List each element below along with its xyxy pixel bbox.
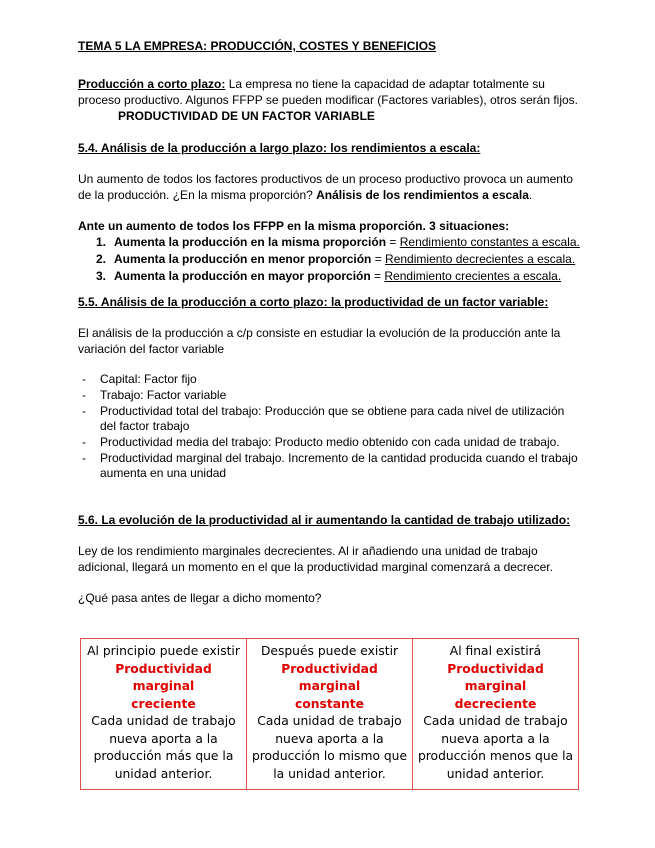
cell-highlight-type: decreciente xyxy=(454,696,537,711)
cell-body: producción más que la xyxy=(93,749,234,763)
cell-body: unidad anterior. xyxy=(446,766,545,781)
para-2-text: de la producción. ¿En la misma proporción? xyxy=(78,188,317,202)
cell-body: producción menos que la xyxy=(417,749,574,763)
section-5-6-heading: 5.6. La evolución de la productividad al ir aumentando la cantidad de trabajo utilizado: xyxy=(78,513,571,527)
cell-body: Cada unidad de trabajo xyxy=(257,714,402,728)
cell-body: Cada unidad de trabajo xyxy=(423,714,568,728)
cell-body: nueva aporta a la xyxy=(275,731,384,746)
cell-lead: Al principio puede existir xyxy=(87,644,240,658)
cell-highlight: Productividad marginal xyxy=(115,661,212,693)
cell-highlight-type: constante xyxy=(295,696,364,711)
situations-list xyxy=(78,234,580,285)
section-5-6-para-1: Ley de los rendimiento marginales decrecientes. Al ir añadiendo una unidad de trabajo xyxy=(78,544,538,558)
situation-bold: Aumenta la producción en la misma proporción xyxy=(114,235,387,249)
list-item: - Productividad total del trabajo: Producción que se obtiene para cada nivel de utilización del factor trabajo xyxy=(78,404,578,434)
situations-heading: Ante un aumento de todos los FFPP en la misma proporción. 3 situaciones: xyxy=(78,219,510,233)
cell-lead: Después puede existir xyxy=(260,644,399,658)
situation-result: Rendimiento crecientes a escala. xyxy=(384,269,562,283)
cell-body: la unidad anterior. xyxy=(273,766,386,781)
table-row xyxy=(81,639,579,790)
section-5-4-para-1: Un aumento de todos los factores productivos de un proceso productivo provoca un aumento xyxy=(78,172,573,186)
table-cell xyxy=(413,639,579,790)
list-item: - Productividad marginal del trabajo. Incremento de la cantidad producida cuando el trabajo aumenta en una unidad xyxy=(78,451,578,481)
section-5-4-heading: 5.4. Análisis de la producción a largo plazo: los rendimientos a escala: xyxy=(78,141,481,155)
para-2-bold: Análisis de los rendimientos a escala xyxy=(316,188,529,202)
cell-body: nueva aporta a la xyxy=(441,731,550,746)
cell-body: unidad anterior. xyxy=(114,766,213,781)
factor-list xyxy=(78,372,578,482)
list-item: - Trabajo: Factor variable xyxy=(78,388,578,403)
cell-body: nueva aporta a la xyxy=(109,731,218,746)
table-cell xyxy=(81,639,247,790)
page-title: TEMA 5 LA EMPRESA: PRODUCCIÓN, COSTES Y BENEFICIOS xyxy=(78,39,437,53)
section-5-5-heading: 5.5. Análisis de la producción a corto plazo: la productividad de un factor variable: xyxy=(78,295,549,309)
productivity-table xyxy=(80,638,579,790)
situation-item xyxy=(96,268,580,285)
para-2-end: . xyxy=(528,188,533,202)
table-cell xyxy=(247,639,413,790)
situation-result: Rendimiento decrecientes a escala. xyxy=(385,252,576,266)
intro-line-1 xyxy=(78,76,578,92)
situation-bold: Aumenta la producción en mayor proporción xyxy=(114,269,371,283)
situation-eq: = xyxy=(370,269,385,283)
list-item: - Capital: Factor fijo xyxy=(78,372,578,387)
intro-label: Producción a corto plazo: xyxy=(78,77,226,91)
cell-highlight: Productividad marginal xyxy=(447,661,544,693)
situation-item xyxy=(96,234,580,251)
section-5-5-para-2: variación del factor variable xyxy=(78,342,225,356)
situation-result: Rendimiento constantes a escala. xyxy=(399,235,580,249)
situation-number: 2. xyxy=(96,252,107,266)
intro-line-2: proceso productivo. Algunos FFPP se pueden modificar (Factores variables), otros serán fijos. xyxy=(78,93,579,107)
section-5-6-question: ¿Qué pasa antes de llegar a dicho momento? xyxy=(78,591,322,605)
situation-eq: = xyxy=(371,252,386,266)
cell-highlight-type: creciente xyxy=(131,696,196,711)
cell-body: producción lo mismo que xyxy=(251,749,408,763)
section-5-5-para-1: El análisis de la producción a c/p consiste en estudiar la evolución de la producción ante la xyxy=(78,326,561,340)
situation-bold: Aumenta la producción en menor proporción xyxy=(114,252,372,266)
situation-number: 3. xyxy=(96,269,107,283)
situation-item xyxy=(96,251,580,268)
situation-number: 1. xyxy=(96,235,107,249)
section-5-6-para-2: adicional, llegará un momento en el que la productividad marginal comenzará a decrecer. xyxy=(78,560,553,574)
list-item: - Productividad media del trabajo: Producto medio obtenido con cada unidad de trabajo. xyxy=(78,435,578,450)
cell-body: Cada unidad de trabajo xyxy=(91,714,236,728)
cell-lead: Al final existirá xyxy=(449,644,542,658)
situation-eq: = xyxy=(386,235,400,249)
intro-text-1: La empresa no tiene la capacidad de adaptar totalmente su xyxy=(225,77,545,91)
intro-bold-line: PRODUCTIVIDAD DE UN FACTOR VARIABLE xyxy=(118,109,375,123)
cell-highlight: Productividad marginal xyxy=(281,661,378,693)
section-5-4-para-2 xyxy=(78,187,578,203)
